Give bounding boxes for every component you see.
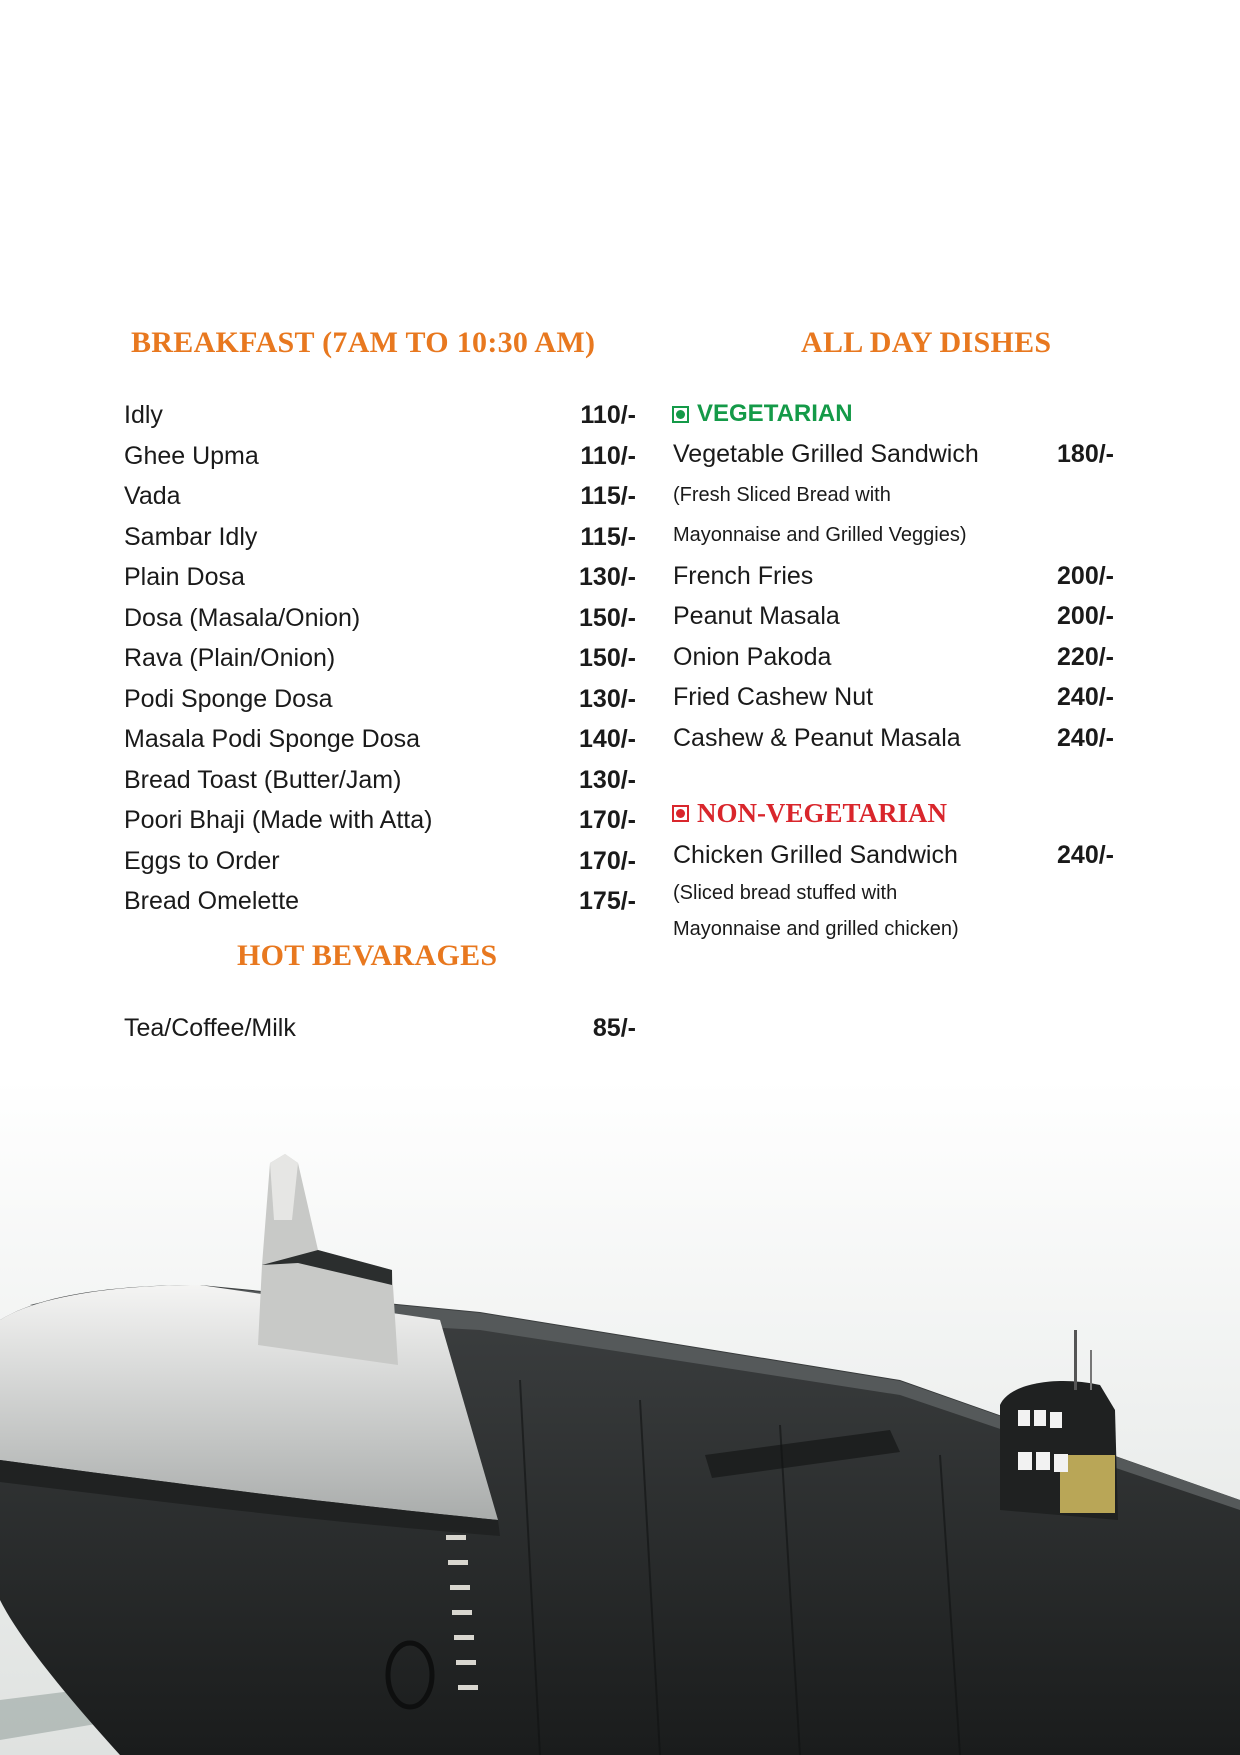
item-price: 150/- <box>579 604 636 632</box>
all-day-dishes-heading: ALL DAY DISHES <box>801 326 1052 359</box>
vegetarian-label-text: VEGETARIAN <box>697 400 853 427</box>
item-price: 110/- <box>580 401 636 429</box>
item-name: Bread Omelette <box>124 887 300 915</box>
item-name: Idly <box>124 401 163 429</box>
item-name: Plain Dosa <box>124 563 245 591</box>
vegetarian-label <box>672 400 853 428</box>
item-price: 200/- <box>1057 602 1114 630</box>
item-name: Vegetable Grilled Sandwich <box>673 440 979 468</box>
item-description: (Sliced bread stuffed with <box>673 882 898 904</box>
breakfast-heading: BREAKFAST (7AM TO 10:30 AM) <box>131 326 596 359</box>
hot-beverages-heading: HOT BEVARAGES <box>237 939 498 972</box>
item-name: Podi Sponge Dosa <box>124 685 333 713</box>
item-price: 130/- <box>579 766 636 794</box>
item-description: Mayonnaise and grilled chicken) <box>673 918 959 940</box>
item-price: 180/- <box>1057 440 1114 468</box>
item-name: Rava (Plain/Onion) <box>124 644 336 672</box>
item-price: 140/- <box>579 725 636 753</box>
item-name: Onion Pakoda <box>673 643 832 671</box>
item-name: Tea/Coffee/Milk <box>124 1014 296 1042</box>
item-name: Sambar Idly <box>124 523 258 551</box>
item-name: Ghee Upma <box>124 442 259 470</box>
item-price: 175/- <box>579 887 636 915</box>
item-price: 240/- <box>1057 683 1114 711</box>
item-price: 115/- <box>580 482 636 510</box>
item-price: 240/- <box>1057 724 1114 752</box>
item-price: 170/- <box>579 806 636 834</box>
non-veg-symbol-icon <box>672 805 689 822</box>
non-vegetarian-label-text: NON-VEGETARIAN <box>697 798 948 828</box>
item-name: Poori Bhaji (Made with Atta) <box>124 806 433 834</box>
item-name: Cashew & Peanut Masala <box>673 724 961 752</box>
item-price: 240/- <box>1057 841 1114 869</box>
item-name: Vada <box>124 482 181 510</box>
item-name: Dosa (Masala/Onion) <box>124 604 361 632</box>
item-price: 150/- <box>579 644 636 672</box>
item-description: (Fresh Sliced Bread with <box>673 484 891 506</box>
item-name: Masala Podi Sponge Dosa <box>124 725 421 753</box>
item-price: 110/- <box>580 442 636 470</box>
item-name: Chicken Grilled Sandwich <box>673 841 958 869</box>
item-name: Fried Cashew Nut <box>673 683 874 711</box>
item-price: 170/- <box>579 847 636 875</box>
item-price: 130/- <box>579 685 636 713</box>
item-price: 85/- <box>592 1014 636 1042</box>
item-name: French Fries <box>673 562 814 590</box>
item-name: Bread Toast (Butter/Jam) <box>124 766 402 794</box>
item-description: Mayonnaise and Grilled Veggies) <box>673 524 967 546</box>
veg-symbol-icon <box>672 406 689 423</box>
item-name: Eggs to Order <box>124 847 280 875</box>
item-price: 130/- <box>579 563 636 591</box>
submarine-photo <box>0 1080 1240 1755</box>
item-price: 115/- <box>580 523 636 551</box>
item-name: Peanut Masala <box>673 602 840 630</box>
item-price: 220/- <box>1057 643 1114 671</box>
item-price: 200/- <box>1057 562 1114 590</box>
non-vegetarian-label <box>672 798 947 829</box>
